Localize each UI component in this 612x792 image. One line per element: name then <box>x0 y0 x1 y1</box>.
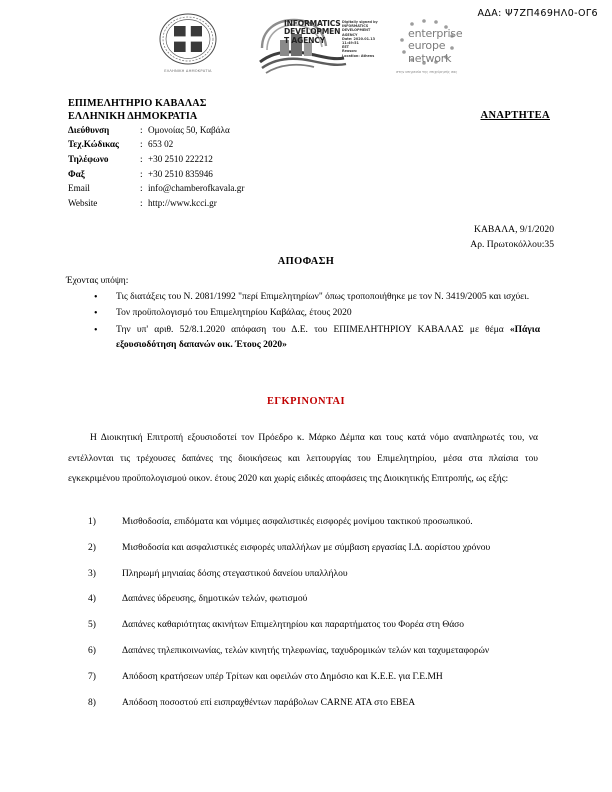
list-item <box>88 615 540 635</box>
postcode-colon: : <box>140 140 143 151</box>
address-colon: : <box>140 125 143 136</box>
bullet-text: Τον προϋπολογισμό του Επιμελητηρίου Καβάλας, έτους 2020 <box>116 308 352 319</box>
fax-value: +30 2510 835946 <box>148 168 213 179</box>
ida-sub7: Location: Athens <box>342 53 375 58</box>
email-value[interactable]: info@chamberofkavala.gr <box>148 183 245 194</box>
item-number: 7) <box>88 671 96 682</box>
item-text: Απόδοση κρατήσεων υπέρ Τρίτων και οφειλών στο Δημόσιο και Κ.Ε.Ε. για Γ.Ε.ΜΗ <box>122 671 443 682</box>
coat-of-arms-icon <box>157 12 219 68</box>
bullet-text: Τις διατάξεις του Ν. 2081/1992 "περί Επιμελητηρίων" όπως τροποποιήθηκε με τον Ν. 3419/2005 και ισχύει. <box>116 292 530 302</box>
een-wordmark <box>408 28 462 65</box>
address-value: Ομονοίας 50, Καβάλα <box>148 124 230 135</box>
website-colon: : <box>140 198 143 209</box>
letterhead-row-phone <box>68 153 368 168</box>
list-item <box>88 693 540 713</box>
ida-sub2: INFORMATICS <box>342 24 369 29</box>
item-text: Δαπάνες τηλεπικοινωνίας, τελών κινητής τηλεφωνίας, ταχυδρομικών τελών και ταχυμεταφορών <box>122 645 490 656</box>
item-text: Μισθοδοσία, επιδόματα και νόμιμες ασφαλιστικές εισφορές μονίμου τακτικού προσωπικού. <box>122 517 473 527</box>
phone-label: Τηλέφωνο <box>68 154 109 164</box>
letterhead-row-postcode <box>68 138 368 153</box>
email-label: Email <box>68 183 90 194</box>
item-text: Πληρωμή μηνιαίας δόσης στεγαστικού δανείου υπαλλήλου <box>122 568 348 579</box>
logo-band <box>0 12 612 88</box>
ida-sub4: Date: 2020.01.13 11:49:51 <box>342 36 376 46</box>
bullet-text: Την υπ' αριθ. 52/8.1.2020 απόφαση του Δ.Ε. του ΕΠΙΜΕΛΗΤΗΡΙΟΥ ΚΑΒΑΛΑΣ με θέμα <box>116 324 510 335</box>
list-item <box>88 306 540 321</box>
preamble-label: Έχοντας υπόψη: <box>66 276 129 286</box>
website-label: Website <box>68 197 98 208</box>
enterprise-europe-network-logo <box>382 18 490 80</box>
approval-heading: ΕΓΚΡΙΝΟΝΤΑΙ <box>266 396 346 407</box>
website-value[interactable]: http://www.kcci.gr <box>148 197 217 208</box>
letterhead-row-fax <box>68 168 368 183</box>
phone-value: +30 2510 222212 <box>148 154 213 164</box>
een-word1: enterprise <box>408 27 463 40</box>
place-and-date: ΚΑΒΑΛΑ, 9/1/2020 <box>474 224 554 235</box>
item-text: Απόδοση ποσοστού επί εισπραχθέντων παράβολων CARNE ATA στο ΕΒΕΑ <box>122 697 416 708</box>
ida-sub5: EET <box>342 45 349 50</box>
ida-sub6: Reason: <box>342 49 358 54</box>
ida-signature-details <box>342 20 382 58</box>
ida-signature-logo <box>258 16 378 78</box>
fax-label: Φαξ <box>68 168 85 179</box>
approval-paragraph: Η Διοικητική Επιτροπή εξουσιοδοτεί τον Πρόεδρο κ. Μάρκο Δέμπα και τους κατά νόμο αναπληρωτές του, να εντέλλονται τις τρέχουσες δαπάνες της διοικήσεως και λειτουργίας του Επιμελητηρίου, μέσα στα πλαίσια του εγκεκριμένου προϋπολογισμού οικον. έτους 2020 και χωρίς ειδικές αποφάσεις της Διοικητικής Επιτροπής, ως εξής: <box>68 433 538 485</box>
bullet-icon: • <box>94 308 98 320</box>
list-item <box>88 641 540 661</box>
chamber-title-line2: ΕΛΛΗΝΙΚΗ ΔΗΜΟΚΡΑΤΙΑ <box>68 111 198 123</box>
ada-stamp: ΑΔΑ: Ψ7ΖΠ469ΗΛ0-ΟΓ6 <box>477 8 598 19</box>
item-text: Δαπάνες καθαριότητας ακινήτων Επιμελητηρίου και παραρτήματος του Φορέα στη Θάσο <box>122 620 465 631</box>
item-text: Δαπάνες ύδρευσης, δημοτικών τελών, φωτισμού <box>122 594 308 605</box>
item-number: 8) <box>88 697 96 708</box>
approved-expenses-list <box>88 512 540 718</box>
address-label: Διεύθυνση <box>68 124 110 135</box>
coat-of-arms-caption: ΕΛΛΗΝΙΚΗ ΔΗΜΟΚΡΑΤΙΑ <box>164 69 212 73</box>
ida-sub1: Digitally signed by <box>342 20 378 24</box>
phone-colon: : <box>140 155 143 165</box>
dateline <box>470 222 554 252</box>
list-item <box>88 564 540 584</box>
ida-line2: DEVELOPMEN <box>284 27 341 37</box>
ida-line3: T AGENCY <box>284 35 325 45</box>
letterhead <box>68 97 368 211</box>
chamber-title-line1: ΕΠΙΜΕΛΗΤΗΡΙΟ ΚΑΒΑΛΑΣ <box>68 98 207 109</box>
item-number: 3) <box>88 568 96 579</box>
item-number: 5) <box>88 620 96 631</box>
list-item <box>88 323 540 354</box>
list-item <box>88 667 540 687</box>
item-text: Μισθοδοσία και ασφαλιστικές εισφορές υπαλλήλων με σύμβαση εργασίας Ι.Δ. αορίστου χρόνου <box>122 542 491 553</box>
bullet-text-emphasis: «Πάγια εξουσιοδότηση δαπανών οικ. Έτους 2020» <box>116 324 540 351</box>
letterhead-row-website <box>68 197 368 212</box>
bullet-icon: • <box>94 324 98 336</box>
item-number: 4) <box>88 594 96 605</box>
email-colon: : <box>140 184 143 195</box>
list-item <box>88 589 540 609</box>
letterhead-row-email <box>68 182 368 197</box>
decision-heading: ΑΠΟΦΑΣΗ <box>277 256 335 267</box>
list-item <box>88 512 540 532</box>
postcode-label: Τεχ.Κώδικας <box>68 139 119 150</box>
letterhead-row-address <box>68 124 368 139</box>
bullet-icon: • <box>94 292 98 303</box>
item-number: 1) <box>88 517 96 527</box>
item-number: 2) <box>88 542 96 553</box>
een-word3: network <box>408 51 452 65</box>
fax-colon: : <box>140 169 143 180</box>
item-number: 6) <box>88 645 96 656</box>
een-word2: europe <box>408 39 446 53</box>
een-caption: στην υπηρεσία της επιχείρησής σας <box>396 70 458 74</box>
anartitea-label: ΑΝΑΡΤΗΤΕΑ <box>480 110 550 121</box>
ida-line1: INFORMATICS <box>284 19 341 28</box>
ida-sub3: DEVELOPMENT AGENCY <box>342 28 371 37</box>
ida-name <box>284 20 346 45</box>
list-item <box>88 538 540 558</box>
postcode-value: 653 02 <box>148 139 174 150</box>
list-item <box>88 290 540 305</box>
legal-basis-list <box>88 290 540 355</box>
coat-of-arms-logo <box>152 12 224 78</box>
protocol-number: Αρ. Πρωτοκόλλου:35 <box>470 239 554 250</box>
